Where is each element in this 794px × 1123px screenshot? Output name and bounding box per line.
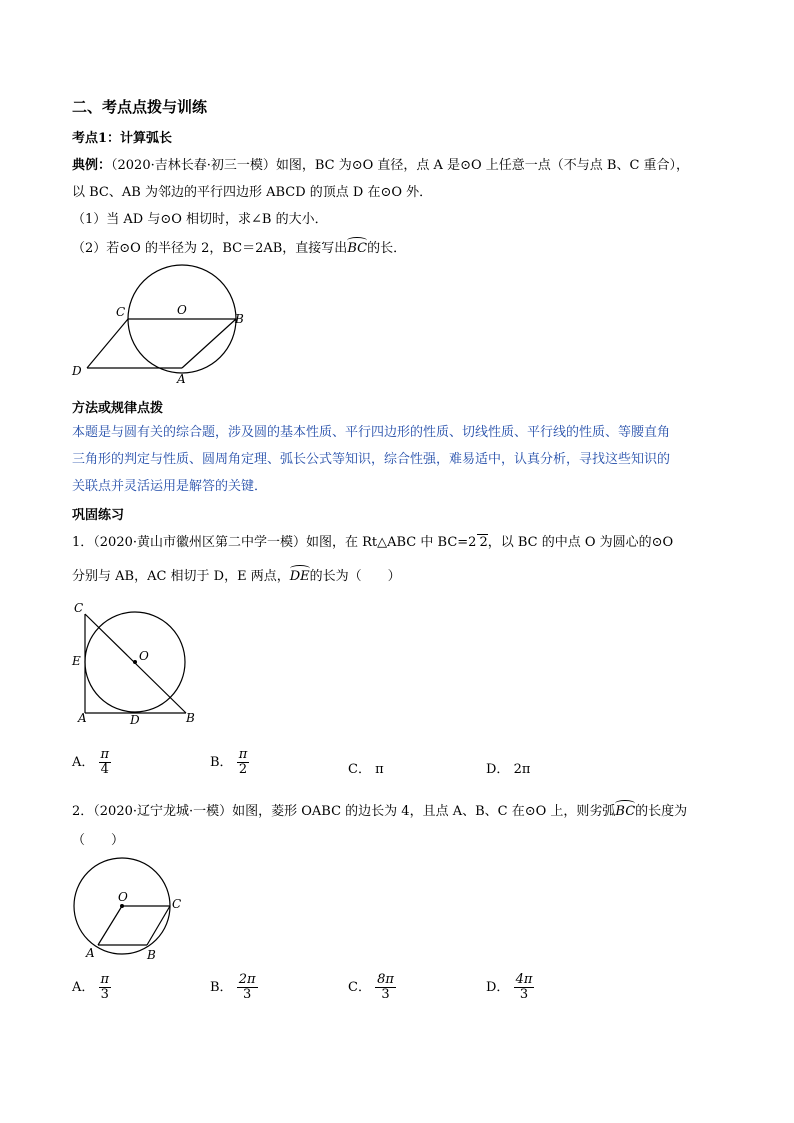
p1-option-d[interactable]: D． 2π bbox=[486, 762, 531, 777]
figure-right-triangle-circle bbox=[66, 598, 206, 726]
label-b: B bbox=[147, 948, 156, 962]
problem-1-line-1: 1．（2020·黄山市徽州区第二中学一模）如图，在 Rt△ABC 中 BC=2 2，以 BC 的中点 O 为圆心的⊙O bbox=[72, 535, 674, 550]
example-line-1: 典例：（2020·吉林长春·初三一模）如图，BC 为⊙O 直径，点 A 是⊙O 上任意一点（不与点 B、C 重合）， bbox=[72, 158, 690, 173]
label-c: C bbox=[172, 897, 182, 911]
segment-cd bbox=[87, 319, 128, 368]
label-a: A bbox=[86, 946, 95, 960]
arc-de-symbol: DE bbox=[289, 569, 310, 584]
example-line-2: 以 BC、AB 为邻边的平行四边形 ABCD 的顶点 D 在⊙O 外． bbox=[72, 185, 433, 200]
p1-option-a[interactable]: A． $\frac{\pi}{4}$ bbox=[72, 747, 110, 777]
example-question-1: （1）当 AD 与⊙O 相切时，求∠B 的大小． bbox=[72, 212, 328, 227]
example-label: 典例： bbox=[72, 158, 112, 173]
practice-title: 巩固练习 bbox=[72, 508, 125, 523]
label-d: D bbox=[130, 713, 140, 726]
label-b: B bbox=[186, 711, 195, 725]
sqrt-symbol: 2 bbox=[479, 535, 488, 550]
label-a: A bbox=[177, 372, 186, 386]
problem-2-line-1: 2．（2020·辽宁龙城·一模）如图，菱形 OABC 的边长为 4，且点 A、B、C 在⊙O 上，则劣弧BC的长度为 bbox=[72, 804, 688, 819]
label-d: D bbox=[72, 364, 82, 378]
label-c: C bbox=[116, 305, 126, 319]
problem-2-line-2: （ ） bbox=[72, 833, 125, 848]
kaodian-label: 考点1：计算弧长 bbox=[72, 131, 173, 146]
center-point bbox=[133, 660, 137, 664]
problem-1-line-2: 分别与 AB，AC 相切于 D，E 两点，DE的长为（ ） bbox=[72, 569, 401, 584]
label-o: O bbox=[118, 890, 128, 904]
p2-option-c[interactable]: C． $\frac{8\pi}{3}$ bbox=[348, 972, 394, 1002]
segment-ao bbox=[98, 906, 122, 945]
label-a: A bbox=[78, 711, 87, 725]
figure-circle-parallelogram bbox=[68, 258, 258, 388]
p2-option-b[interactable]: B． $\frac{2\pi}{3}$ bbox=[210, 972, 256, 1002]
segment-cb bbox=[147, 906, 170, 945]
p1-option-b[interactable]: B． $\frac{\pi}{2}$ bbox=[210, 747, 248, 777]
method-title: 方法或规律点拨 bbox=[72, 401, 164, 416]
arc-bc-symbol-2: BC bbox=[615, 804, 636, 819]
p2-option-a[interactable]: A． $\frac{\pi}{3}$ bbox=[72, 972, 110, 1002]
segment-ab bbox=[182, 319, 236, 368]
section-title: 二、考点点拨与训练 bbox=[72, 98, 208, 116]
p1-option-c[interactable]: C． π bbox=[348, 762, 384, 777]
arc-bc-symbol: BC bbox=[347, 241, 368, 256]
method-line-3: 关联点并灵活运用是解答的关键． bbox=[72, 479, 268, 494]
figure-rhombus-circle bbox=[66, 856, 206, 968]
label-c: C bbox=[74, 601, 84, 615]
label-o: O bbox=[177, 303, 187, 317]
label-e: E bbox=[72, 654, 81, 668]
label-b: B bbox=[235, 312, 244, 326]
p2-option-d[interactable]: D． $\frac{4\pi}{3}$ bbox=[486, 972, 533, 1002]
method-line-2: 三角形的判定与性质、圆周角定理、弧长公式等知识，综合性强，难易适中，认真分析，寻找这些知识的 bbox=[72, 452, 671, 467]
label-o: O bbox=[139, 649, 149, 663]
example-question-2: （2）若⊙O 的半径为 2，BC＝2AB，直接写出BC的长． bbox=[72, 241, 407, 256]
method-line-1: 本题是与圆有关的综合题，涉及圆的基本性质、平行四边形的性质、切线性质、平行线的性质、等腰直角 bbox=[72, 425, 671, 440]
